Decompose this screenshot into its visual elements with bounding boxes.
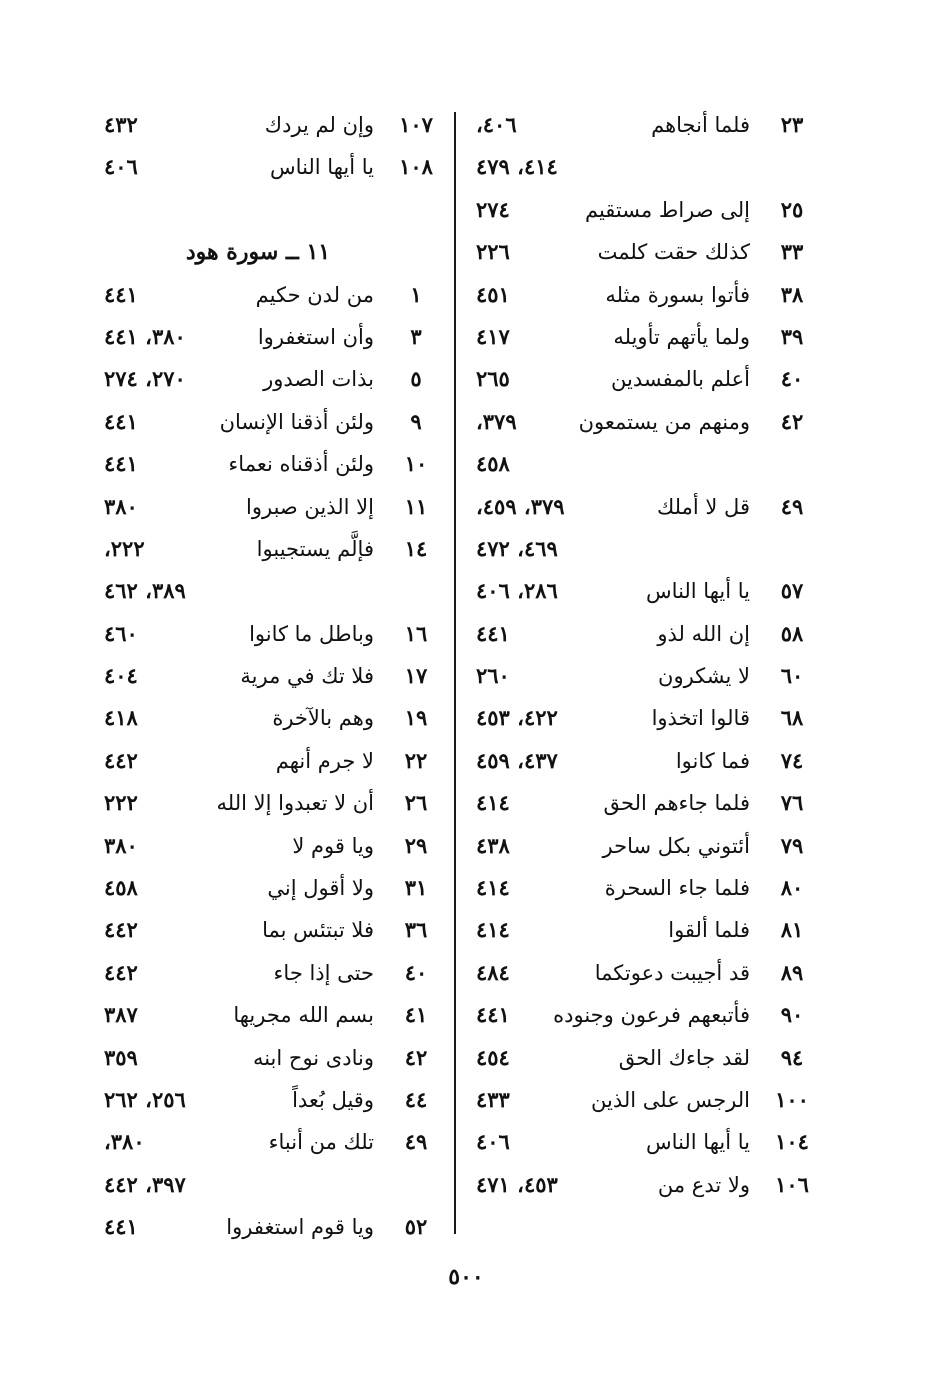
page-references: ٤٦٩، ٤٧٢ [476,535,558,561]
index-entry [98,104,444,146]
index-entry [470,697,820,739]
index-entry [470,994,820,1036]
verse-phrase: قالوا اتخذوا [651,706,750,731]
page-references: ٢٢٦ [476,239,510,265]
index-entry [98,316,444,358]
verse-phrase: أئتوني بكل ساحر [602,833,750,858]
verse-phrase: فلما ألقوا [668,918,750,943]
verse-phrase: بذات الصدور [263,367,374,392]
page-references: ٢٦٠ [476,663,510,689]
index-entry [98,486,444,528]
verse-phrase: فلا تك في مرية [240,664,374,689]
verse-phrase: وإن لم يردك [264,113,374,137]
index-entry [98,825,444,867]
index-entry [470,655,820,697]
index-entry [470,358,820,400]
verse-number: ١٠٤ [775,1129,809,1155]
page-references: ٤٠٦ [476,1129,510,1155]
verse-number: ٥ [410,366,422,392]
verse-phrase: لا يشكرون [658,664,750,689]
verse-number: ٢٢ [404,747,428,773]
verse-number: ٦٠ [780,663,804,689]
page-references: ٤٤٢ [104,747,138,773]
verse-number: ٧٦ [780,790,804,816]
index-entry-continuation [470,528,820,570]
page-references: ٣٥٩ [104,1044,138,1070]
index-entry [470,231,820,273]
index-entry [98,952,444,994]
verse-number: ٦٨ [780,705,804,731]
page-references: ٣٨٠ [104,832,138,858]
index-entry [470,1164,820,1206]
page-references: ٣٧٩، [476,408,517,434]
page-references: ٤٥١ [476,281,510,307]
page-references: ٢٥٦، ٢٦٢ [104,1086,186,1112]
page-references: ٤٤١ [104,1214,138,1240]
index-entry [470,1037,820,1079]
index-entry [98,782,444,824]
index-entry [98,146,444,188]
verse-number: ٢٩ [404,832,428,858]
verse-number: ١٠ [404,451,428,477]
index-entry [470,1121,820,1163]
verse-phrase: فلما جاء السحرة [604,876,750,901]
verse-number: ١٠٧ [399,112,433,137]
index-entry [98,613,444,655]
index-entry [470,825,820,867]
page-references: ٤٦٠ [104,620,138,646]
page-references: ٤٥٨ [476,451,510,477]
verse-phrase: إلى صراط مستقيم [584,197,750,222]
index-entry [98,740,444,782]
page-references: ٣٨٩، ٤٦٢ [104,578,186,604]
index-entry [470,613,820,655]
verse-number: ١٧ [404,663,428,689]
page-references: ٢٧٤ [476,196,510,222]
page-references: ٤١٨ [104,705,138,731]
index-entry [98,528,444,570]
verse-phrase: ولئن أذقنا الإنسان [219,409,374,434]
page-references: ٤٠٦ [104,154,138,180]
page-references: ٤٥٣، ٤٧١ [476,1171,558,1197]
verse-number: ٤٠ [780,366,804,392]
verse-phrase: فلا تبتئس بما [262,918,374,943]
page-references: ٤٠٦، [476,112,517,137]
verse-phrase: لا جرم أنهم [275,748,374,773]
page-references: ٤١٤ [476,917,510,943]
verse-phrase: وهم بالآخرة [272,706,374,731]
verse-number: ٢٥ [780,196,804,222]
page-references: ٤٤٢ [104,959,138,985]
page-references: ٤٤١ [476,620,510,646]
verse-number: ٩ [410,408,422,434]
index-column-left [98,104,444,1249]
column-divider [454,112,456,1234]
index-entry [98,867,444,909]
page-references: ٢٧٠، ٢٧٤ [104,366,186,392]
verse-number: ٧٩ [780,832,804,858]
verse-number: ١٦ [404,620,428,646]
verse-phrase: ونادى نوح ابنه [252,1045,374,1070]
page-references: ٤٣٢ [104,112,138,137]
verse-phrase: تلك من أنباء [268,1130,374,1155]
index-entry [470,316,820,358]
index-entry [98,1079,444,1121]
verse-phrase: ويا قوم استغفروا [226,1215,374,1240]
verse-number: ١٩ [404,705,428,731]
verse-phrase: ويا قوم لا [292,833,374,858]
page-references: ٤١٤ [476,790,510,816]
verse-number: ٣٩ [780,323,804,349]
index-entry [98,1037,444,1079]
verse-phrase: قد أجيبت دعوتكما [594,960,750,985]
page-references: ٢٨٦، ٤٠٦ [476,578,558,604]
verse-number: ٣٦ [404,917,428,943]
verse-number: ٣٣ [780,239,804,265]
verse-phrase: بسم الله مجريها [233,1003,374,1028]
verse-number: ١٠٦ [775,1171,809,1197]
verse-number: ٨١ [780,917,804,943]
page-references: ٤٤١ [104,281,138,307]
index-entry [98,1121,444,1163]
verse-phrase: قل لا أملك [656,494,750,519]
page-references: ٤٤١ [476,1002,510,1028]
index-entry-continuation [470,146,820,188]
verse-phrase: فما كانوا [675,748,750,773]
verse-number: ٥٢ [404,1214,428,1240]
page-references: ٣٨٠ [104,493,138,519]
verse-number: ١٠٠ [775,1086,809,1112]
index-entry [470,740,820,782]
verse-phrase: فأتبعهم فرعون وجنوده [553,1003,750,1028]
page-references: ٢٢٢ [104,790,138,816]
verse-phrase: ولا تدع من [657,1172,750,1197]
page-references: ٣٧٩، ٤٥٩، [476,493,565,519]
verse-number: ٣ [410,323,422,349]
verse-number: ١ [410,281,422,307]
index-entry [470,909,820,951]
verse-phrase: وقيل بُعداً [292,1087,374,1112]
index-entry [470,104,820,146]
verse-phrase: أعلم بالمفسدين [611,367,750,392]
index-entry-continuation [98,570,444,612]
verse-number: ١٠٨ [399,154,433,180]
page-references: ٤٨٤ [476,959,510,985]
verse-number: ١٤ [404,535,428,561]
verse-phrase: لقد جاءك الحق [618,1045,750,1070]
page-references: ٣٨٧ [104,1002,138,1028]
index-entry [470,1079,820,1121]
verse-number: ٩٤ [780,1044,804,1070]
index-entry-continuation [98,1164,444,1206]
index-entry [98,655,444,697]
index-entry [470,401,820,443]
verse-phrase: أن لا تعبدوا إلا الله [216,791,374,816]
index-entry [98,443,444,485]
page-references: ٤١٤، ٤٧٩ [476,154,558,180]
index-entry [470,867,820,909]
page-references: ٤٣٣ [476,1086,510,1112]
verse-phrase: إن الله لذو [657,621,750,646]
index-entry [98,909,444,951]
verse-phrase: ولئن أذقناه نعماء [228,452,374,477]
index-column-right [470,104,820,1206]
verse-number: ٨٩ [780,959,804,985]
verse-number: ٤٩ [780,493,804,519]
page-references: ٤٥٨ [104,875,138,901]
verse-phrase: فلما أنجاهم [651,113,750,137]
verse-number: ٥٧ [780,578,804,604]
verse-phrase: ومنهم من يستمعون [578,409,750,434]
verse-number: ٤٠ [404,959,428,985]
verse-number: ٣١ [404,875,428,901]
verse-number: ٤٢ [404,1044,428,1070]
page-references: ٣٨٠، ٤٤١ [104,323,186,349]
page-references: ٤٣٨ [476,832,510,858]
index-entry [98,358,444,400]
verse-phrase: الرجس على الذين [591,1087,750,1112]
surah-heading-text: ١١ ــ سورة هود [185,239,331,266]
verse-number: ٣٨ [780,281,804,307]
verse-phrase: يا أيها الناس [646,579,750,604]
verse-phrase: يا أيها الناس [270,155,374,180]
verse-phrase: ولا أقول إني [267,876,374,901]
index-entry [470,189,820,231]
page-references: ٤٤١ [104,408,138,434]
verse-phrase: إلا الذين صبروا [246,494,374,519]
surah-heading [98,231,444,273]
verse-number: ٤٩ [404,1129,428,1155]
verse-number: ٨٠ [780,875,804,901]
verse-phrase: فإلَّم يستجيبوا [256,536,374,561]
verse-number: ١١ [404,493,428,519]
index-entry [98,994,444,1036]
verse-phrase: من لدن حكيم [255,282,374,307]
page-references: ٣٩٧، ٤٤٢ [104,1171,186,1197]
verse-phrase: وأن استغفروا [257,324,374,349]
verse-number: ٤١ [404,1002,428,1028]
verse-number: ٩٠ [780,1002,804,1028]
index-entry [470,952,820,994]
page-references: ٤٢٢، ٤٥٣ [476,705,558,731]
page-references: ٤٤١ [104,451,138,477]
verse-phrase: كذلك حقت كلمت [597,240,750,265]
verse-phrase: حتى إذا جاء [273,960,374,985]
index-entry [98,1206,444,1248]
index-entry [470,274,820,316]
verse-number: ٥٨ [780,620,804,646]
index-entry [470,570,820,612]
verse-number: ٧٤ [780,747,804,773]
page-references: ٤٥٤ [476,1044,510,1070]
page-references: ٤١٤ [476,875,510,901]
verse-phrase: وباطل ما كانوا [249,621,374,646]
verse-phrase: فأتوا بسورة مثله [605,282,750,307]
index-entry [98,401,444,443]
index-entry [470,782,820,824]
verse-number: ٤٢ [780,408,804,434]
verse-phrase: ولما يأتهم تأويله [613,324,750,349]
index-entry-continuation [470,443,820,485]
page-references: ٤٤٢ [104,917,138,943]
page-references: ٤٣٧، ٤٥٩ [476,747,558,773]
verse-phrase: يا أيها الناس [646,1130,750,1155]
page-number: ٥٠٠ [448,1264,484,1290]
verse-phrase: فلما جاءهم الحق [603,791,750,816]
page-references: ٢٢٢، [104,535,145,561]
page-references: ٤١٧ [476,323,510,349]
spacer-row [98,189,444,231]
verse-number: ٢٣ [780,112,804,137]
index-entry [470,486,820,528]
page-references: ٣٨٠، [104,1129,145,1155]
page-references: ٢٦٥ [476,366,510,392]
index-entry [98,274,444,316]
verse-number: ٤٤ [404,1086,428,1112]
verse-number: ٢٦ [404,790,428,816]
page-references: ٤٠٤ [104,663,138,689]
index-entry [98,697,444,739]
